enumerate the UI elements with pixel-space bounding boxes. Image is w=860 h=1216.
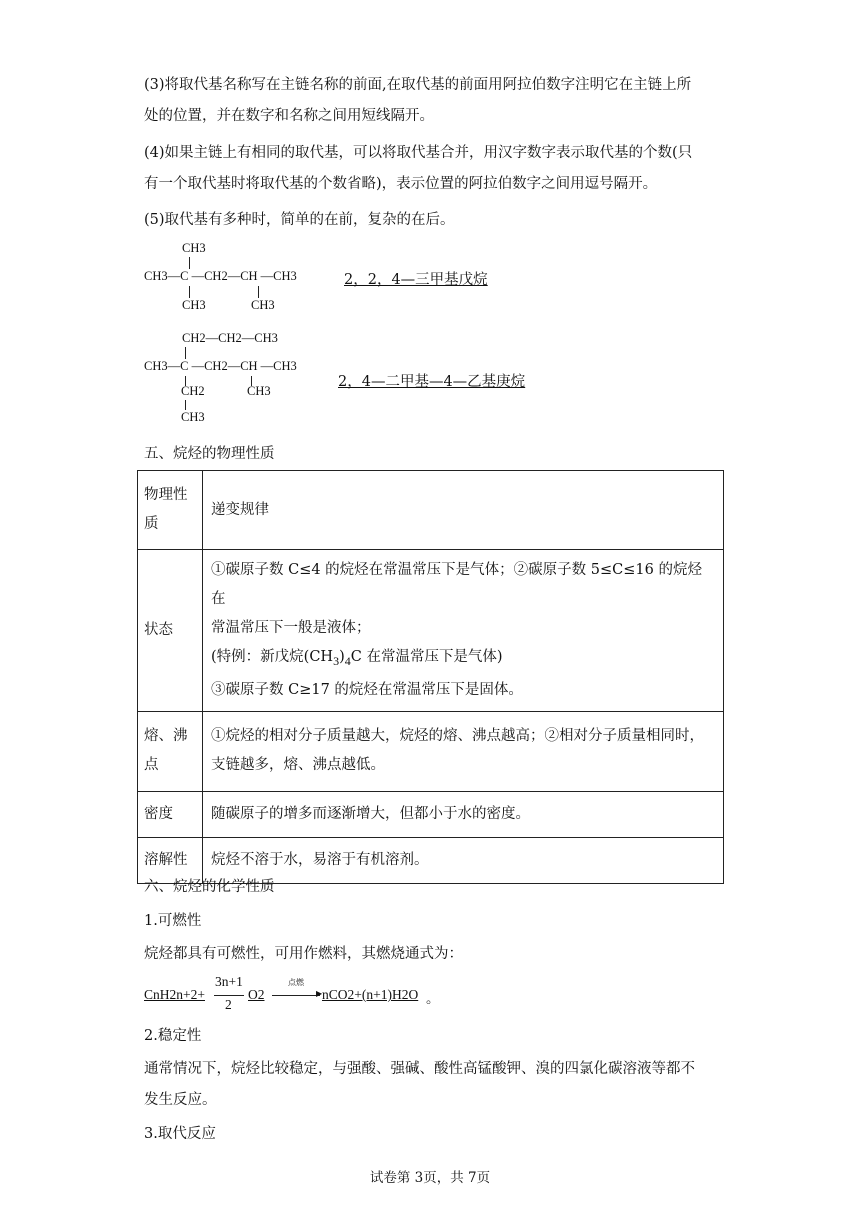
table-cell-key: 密度: [138, 791, 203, 837]
mp-line-1: ①烷烃的相对分子质量越大，烷烃的熔、沸点越高；②相对分子质量相同时，: [211, 728, 704, 745]
table-row: [138, 550, 724, 712]
section-6-title: 六、烷烃的化学性质: [144, 879, 275, 895]
page-footer: 试卷第 3页，共 7页: [369, 1170, 491, 1186]
table-cell-value: [203, 550, 724, 712]
eq-end: 。: [426, 991, 440, 1006]
table-header-key: 物理性质: [138, 471, 203, 550]
physical-properties-table: [137, 470, 724, 884]
bond-line: [189, 257, 190, 269]
struct2-bottom-ch3-b: CH3: [247, 384, 271, 398]
table-cell-key: 状态: [138, 550, 203, 712]
fraction-bar: [214, 995, 244, 996]
table-row: [138, 711, 724, 791]
rule-4-line-2: 有一个取代基时将取代基的个数省略)，表示位置的阿拉伯数字之间用逗号隔开。: [144, 176, 658, 192]
rule-3-line-1: (3)将取代基名称写在主链名称的前面,在取代基的前面用阿拉伯数字注明它在主链上所: [144, 77, 692, 93]
table-row: [138, 471, 724, 550]
struct1-top-ch3: CH3: [182, 241, 206, 255]
struct2-top-chain: CH2—CH2—CH3: [182, 331, 278, 345]
sub2-line-2: 发生反应。: [144, 1092, 217, 1108]
table-cell-value: [203, 711, 724, 791]
eq-o2: O2: [248, 987, 265, 1002]
struct1-bottom-ch3-b: CH3: [251, 298, 275, 312]
eq-frac-den: 2: [225, 997, 232, 1012]
sub-heading-2: 2.稳定性: [144, 1028, 202, 1044]
state-line-3: (特例：新戊烷$(CH_3)_4C$ 在常温常压下是气体): [211, 649, 503, 668]
section-5-title: 五、烷烃的物理性质: [144, 446, 275, 462]
struct1-bottom-ch3-a: CH3: [182, 298, 206, 312]
reaction-arrow: [272, 995, 320, 996]
struct2-bottom-ch3-a: CH3: [181, 410, 205, 424]
struct1-main-chain: CH3—C —CH2—CH —CH3: [144, 269, 297, 283]
bond-line: [185, 347, 186, 359]
eq-left: CnH2n+2+: [144, 987, 205, 1002]
struct2-name: 2，4—二甲基—4—乙基庚烷: [338, 374, 526, 390]
table-header-value: 递变规律: [203, 471, 724, 550]
mp-line-2: 支链越多，熔、沸点越低。: [211, 757, 385, 774]
table-cell-value: 烷烃不溶于水，易溶于有机溶剂。: [203, 837, 724, 883]
struct1-name: 2，2，4—三甲基戊烷: [344, 272, 488, 288]
table-cell-value: 随碳原子的增多而逐渐增大，但都小于水的密度。: [203, 791, 724, 837]
sub-heading-3: 3.取代反应: [144, 1126, 216, 1142]
sub1-text: 烷烃都具有可燃性，可用作燃料，其燃烧通式为：: [144, 946, 463, 962]
bond-line: [185, 400, 186, 410]
eq-right: nCO2+(n+1)H2O: [322, 987, 419, 1002]
eq-frac-num: 3n+1: [215, 974, 243, 989]
table-cell-key: 熔、沸点: [138, 711, 203, 791]
table-cell-key: 溶解性: [138, 837, 203, 883]
state-line-2: 常温常压下一般是液体；: [211, 620, 371, 636]
arrow-head-icon: ▶: [316, 989, 323, 998]
structure-formula-1: [144, 238, 344, 318]
rule-5: (5)取代基有多种时，简单的在前，复杂的在后。: [144, 212, 455, 228]
eq-arrow-label: 点燃: [288, 978, 304, 987]
bond-line: [189, 286, 190, 298]
rule-4-line-1: (4)如果主链上有相同的取代基，可以将取代基合并，用汉字数字表示取代基的个数(只: [144, 145, 693, 161]
bond-line: [258, 286, 259, 298]
sub2-line-1: 通常情况下，烷烃比较稳定，与强酸、强碱、酸性高锰酸钾、溴的四氯化碳溶液等都不: [144, 1061, 695, 1077]
struct2-main-chain: CH3—C —CH2—CH —CH3: [144, 359, 297, 373]
state-line-4: ③碳原子数 C≥17 的烷烃在常温常压下是固体。: [211, 681, 523, 698]
table-row: [138, 791, 724, 837]
rule-3-line-2: 处的位置，并在数字和名称之间用短线隔开。: [144, 108, 434, 124]
sub-heading-1: 1.可燃性: [144, 913, 202, 929]
state-line-1: ①碳原子数 C≤4 的烷烃在常温常压下是气体；②碳原子数 5≤C≤16 的烷烃在: [211, 562, 702, 607]
struct2-bottom-ch2: CH2: [181, 384, 205, 398]
structure-formula-2: [144, 328, 344, 428]
